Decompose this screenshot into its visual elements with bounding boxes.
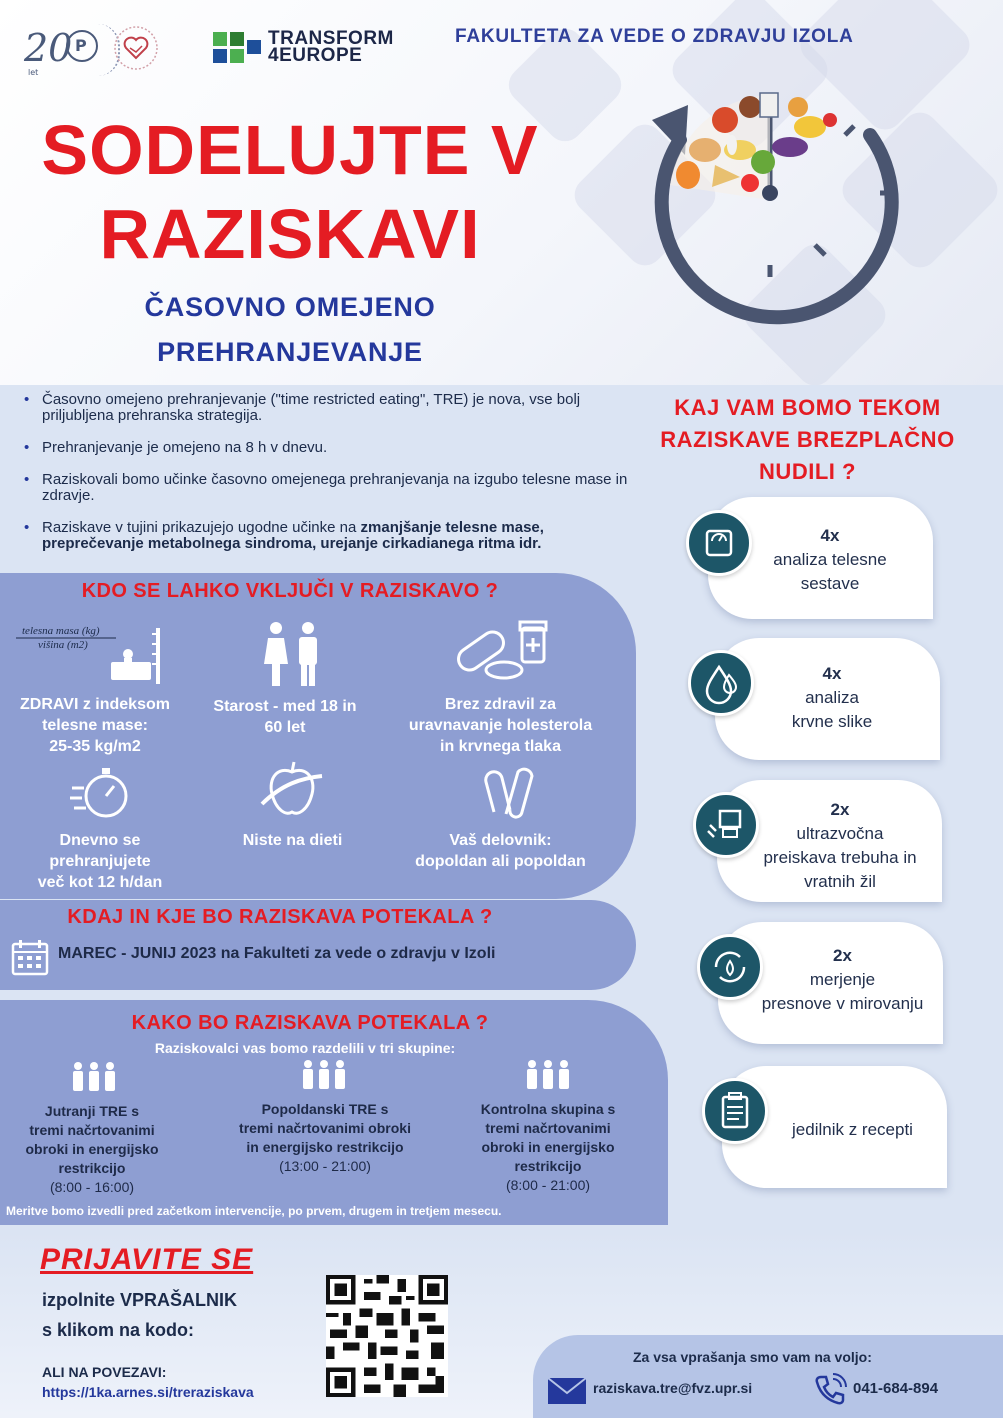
criterion-no-medication: Brez zdravil za uravnavanje holesterola in krvnega tlaka	[408, 696, 593, 755]
transform-logo-line2: 4EUROPE	[268, 45, 363, 66]
criterion-work-schedule: Vaš delovnik: dopoldan ali popoldan	[415, 832, 586, 870]
bmi-formula-bottom: višina (m2)	[38, 639, 88, 651]
who-title: KDO SE LAHKO VKLJUČI V RAZISKAVO ?	[81, 580, 499, 602]
signup-alt: ALI NA POVEZAVI: https://1ka.arnes.si/treraziskava	[42, 1364, 254, 1400]
criterion-age: Starost - med 18 in 60 let	[213, 698, 357, 736]
offer-card-3-text: 2x ultrazvočna preiskava trebuha in vratnih žil	[763, 800, 917, 891]
offer-title: KAJ VAM BOMO TEKOM RAZISKAVE BREZPLAČNO NUDILI ?	[660, 395, 955, 484]
scale-icon	[686, 510, 752, 576]
offer-card-1-text: 4x analiza telesne sestave	[773, 526, 887, 593]
group-icon-afternoon	[298, 1058, 350, 1094]
contact-box	[533, 1335, 1003, 1418]
intro-bullet-2: • Prehranjevanje je omejeno na 8 h v dnevu.	[22, 440, 637, 456]
intro-bullets	[22, 392, 637, 568]
blood-drop-icon	[688, 650, 754, 716]
transform-logo-line1: TRANSFORM	[268, 28, 394, 49]
intro-bullet-3: • Raziskovali bomo učinke časovno omejenega prehranjevanja na izgubo telesne mase in zdravje.	[22, 472, 637, 504]
group-morning: Jutranji TRE s tremi načrtovanimi obroki in energijsko restrikcijo (8:00 - 16:00)	[25, 1103, 159, 1195]
group-afternoon: Popoldanski TRE s tremi načrtovanimi obroki in energijsko restrikcijo (13:00 - 21:00)	[239, 1101, 411, 1174]
apple-tape-icon	[258, 758, 326, 824]
when-title: KDAJ IN KJE BO RAZISKAVA POTEKALA ?	[67, 906, 493, 928]
university-20-years-logo: 20 P let	[22, 20, 97, 75]
bmi-scale-icon	[16, 620, 166, 685]
phone-icon	[813, 1373, 847, 1407]
offer-card-2-text: 4x analiza krvne slike	[791, 664, 873, 731]
contact-phone[interactable]: 041-684-894	[853, 1380, 939, 1397]
paperclip-icon	[478, 762, 538, 824]
contact-email[interactable]: raziskava.tre@fvz.upr.si	[593, 1380, 753, 1396]
transform4europe-logo	[213, 30, 413, 66]
criterion-no-diet: Niste na dieti	[242, 832, 343, 849]
faculty-heart-logo	[112, 24, 162, 72]
stopwatch-icon	[70, 762, 132, 824]
offer-card-5-text: jedilnik z recepti	[792, 1120, 913, 1139]
intro-bullet-1: • Časovno omejeno prehranjevanje ("time restricted eating", TRE) je nova, vse bolj priljubljena prehranska strategija.	[22, 392, 637, 424]
faculty-name: FAKULTETA ZA VEDE O ZDRAVJU IZOLA	[455, 26, 854, 47]
signup-link[interactable]: https://1ka.arnes.si/treraziskava	[42, 1384, 254, 1400]
contact-question: Za vsa vprašanja smo vam na voljo:	[633, 1349, 872, 1365]
signup-instructions: izpolnite VPRAŠALNIK s klikom na kodo:	[42, 1290, 238, 1340]
pills-icon	[452, 618, 552, 686]
email-icon	[547, 1377, 587, 1405]
criterion-bmi: ZDRAVI z indeksom telesne mase: 25-35 kg/m2	[20, 696, 170, 755]
clock-food-illustration	[640, 65, 910, 335]
how-title: KAKO BO RAZISKAVA POTEKALA ?	[131, 1012, 489, 1034]
criterion-eating-hours: Dnevno se prehranjujete več kot 12 h/dan	[37, 832, 163, 891]
offer-card-4-text: 2x merjenje presnove v mirovanju	[761, 946, 924, 1013]
how-note: Meritve bomo izvedli pred začetkom intervencije, po prvem, drugem in tretjem mesecu.	[6, 1204, 502, 1218]
menu-clipboard-icon	[702, 1078, 768, 1144]
group-icon-control	[522, 1058, 574, 1094]
when-text: MAREC - JUNIJ 2023 na Fakulteti za vede o zdravju v Izoli	[58, 945, 496, 962]
people-icon	[258, 620, 328, 688]
page-title: SODELUJTE V RAZISKAVI	[41, 111, 539, 273]
intro-bullet-4: • Raziskave v tujini prikazujejo ugodne učinke na zmanjšanje telesne mase, preprečevanje metabolnega sindroma, urejanje cirkadianega ritma idr.	[22, 520, 637, 552]
how-subtitle: Raziskovalci vas bomo razdelili v tri skupine:	[154, 1040, 456, 1056]
bmi-formula-top: telesna masa (kg)	[22, 625, 100, 637]
page-subtitle: ČASOVNO OMEJENO PREHRANJEVANJE	[144, 292, 436, 367]
group-control: Kontrolna skupina s tremi načrtovanimi obroki in energijsko restrikcijo (8:00 - 21:00)	[480, 1101, 616, 1193]
group-icon-morning	[68, 1060, 120, 1096]
calendar-icon	[10, 938, 50, 978]
qr-code[interactable]	[326, 1275, 448, 1397]
signup-title: PRIJAVITE SE	[40, 1243, 254, 1276]
